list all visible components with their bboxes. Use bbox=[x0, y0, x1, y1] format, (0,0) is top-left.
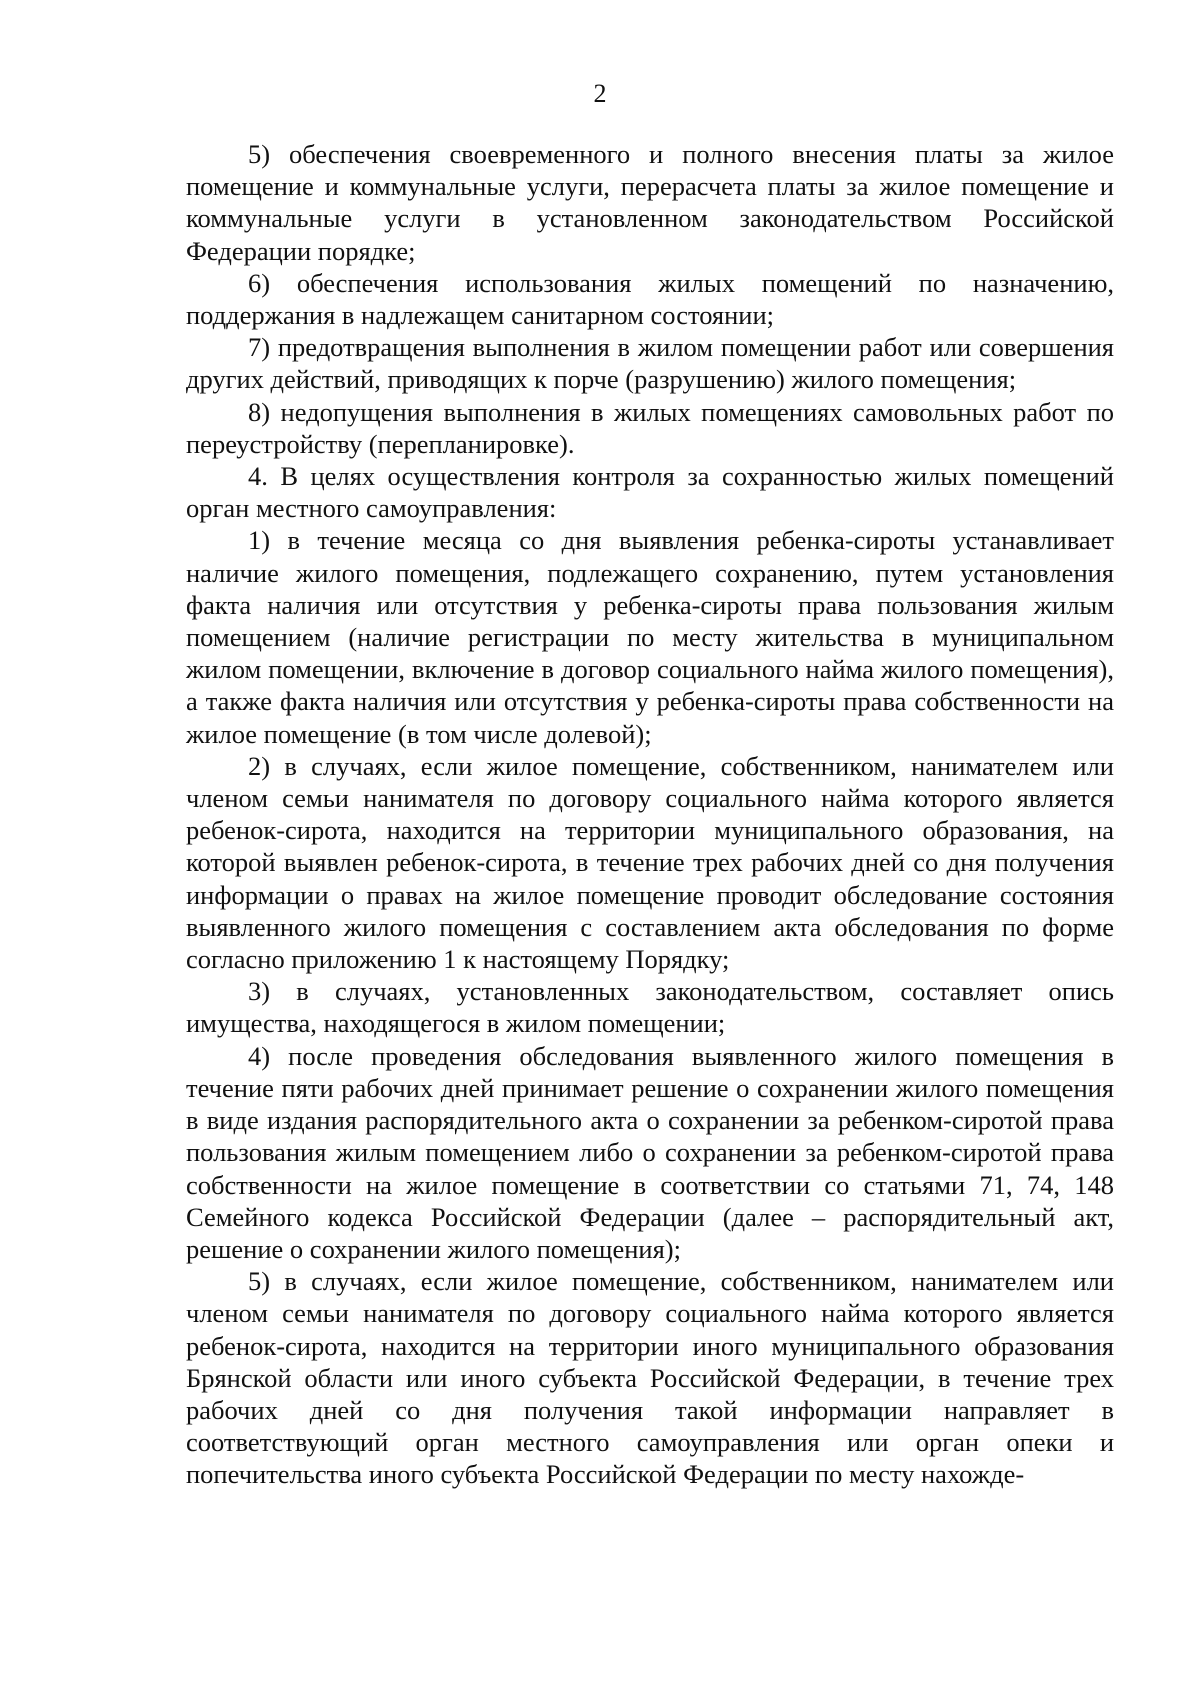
paragraph-subitem-1: 1) в течение месяца со дня выявления ребенка-сироты устанавливает наличие жилого помещения, подлежащего сохранению, путем установления факта наличия или отсутствия у ребенка-сироты права пользования жилым помещением (наличие регистрации по месту жительства в муниципальном жилом помещении, включение в договор социального найма жилого помещения), а также факта наличия или отсутствия у ребенка-сироты права собственности на жилое помещение (в том числе долевой); bbox=[186, 525, 1114, 749]
paragraph-item-5-payment: 5) обеспечения своевременного и полного внесения платы за жилое помещение и коммунальные услуги, перерасчета платы за жилое помещение и коммунальные услуги в установленном законодательством Российской Федерации порядке; bbox=[186, 139, 1114, 266]
paragraph-item-7-prevention: 7) предотвращения выполнения в жилом помещении работ или совершения других действий, приводящих к порче (разрушению) жилого помещения; bbox=[186, 332, 1114, 395]
paragraph-subitem-4: 4) после проведения обследования выявленного жилого помещения в течение пяти рабочих дней принимает решение о сохранении жилого помещения в виде издания распорядительного акта о сохранении за ребенком-сиротой права пользования жилым помещением либо о сохранении за ребенком-сиротой права собственности на жилое помещение в соответствии со статьями 71, 74, 148 Семейного кодекса Российской Федерации (далее – распорядительный акт, решение о сохранении жилого помещения); bbox=[186, 1040, 1114, 1264]
paragraph-subitem-3: 3) в случаях, установленных законодательством, составляет опись имущества, находящегося в жилом помещении; bbox=[186, 976, 1114, 1039]
document-body bbox=[186, 138, 1114, 1491]
paragraph-subitem-5: 5) в случаях, если жилое помещение, собственником, нанимателем или членом семьи нанимателя по договору социального найма которого является ребенок-сирота, находится на территории иного муниципального образования Брянской области или иного субъекта Российской Федерации, в течение трех рабочих дней со дня получения такой информации направляет в соответствующий орган местного самоуправления или орган опеки и попечительства иного субъекта Российской Федерации по месту нахожде- bbox=[186, 1266, 1114, 1490]
paragraph-item-6-usage: 6) обеспечения использования жилых помещений по назначению, поддержания в надлежащем санитарном состоянии; bbox=[186, 267, 1114, 331]
paragraph-section-4: 4. В целях осуществления контроля за сохранностью жилых помещений орган местного самоуправления: bbox=[186, 461, 1114, 524]
page-number: 2 bbox=[593, 79, 607, 108]
paragraph-subitem-2: 2) в случаях, если жилое помещение, собственником, нанимателем или членом семьи нанимателя по договору социального найма которого является ребенок-сирота, находится на территории муниципального образования, на которой выявлен ребенок-сирота, в течение трех рабочих дней со дня получения информации о правах на жилое помещение проводит обследование состояния выявленного жилого помещения с составлением акта обследования по форме согласно приложению 1 к настоящему Порядку; bbox=[186, 750, 1114, 975]
paragraph-item-8-unauthorized-works: 8) недопущения выполнения в жилых помещениях самовольных работ по переустройству (перепланировке). bbox=[186, 396, 1114, 459]
